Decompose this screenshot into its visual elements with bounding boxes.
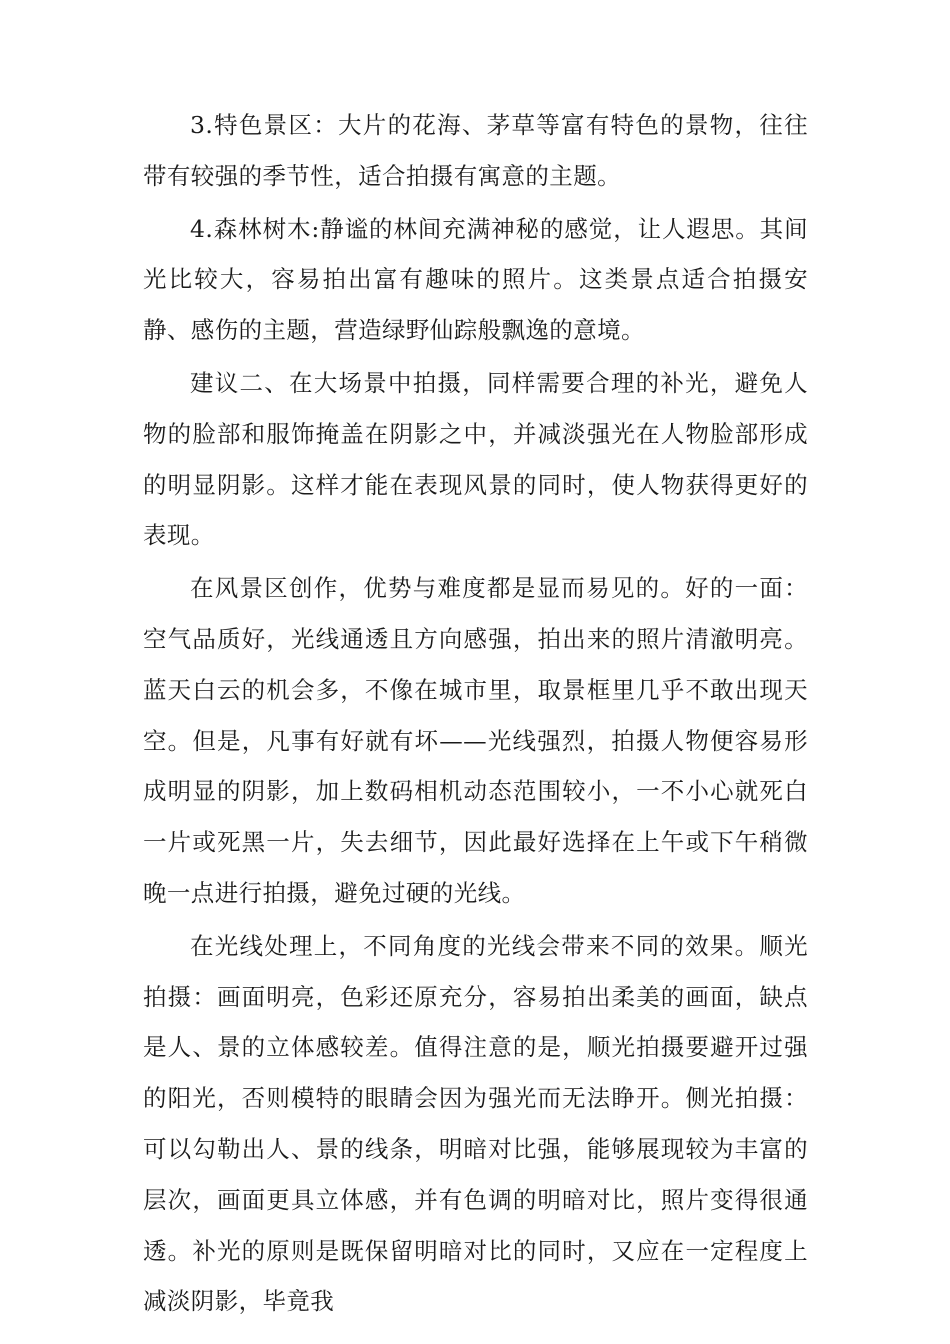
paragraph-forest-trees: 4.森林树木:静谧的林间充满神秘的感觉，让人遐思。其间光比较大，容易拍出富有趣味的照片。这类景点适合拍摄安静、感伤的主题，营造绿野仙踪般飘逸的意境。 <box>143 214 808 345</box>
document-body <box>143 100 808 1329</box>
paragraph-scenic-area-shooting: 在风景区创作，优势与难度都是显而易见的。好的一面：空气品质好，光线通透且方向感强，拍出来的照片清澈明亮。蓝天白云的机会多，不像在城市里，取景框里几乎不敢出现天空。但是，凡事有好就有坏——光线强烈，拍摄人物便容易形成明显的阴影，加上数码相机动态范围较小，一不小心就死白一片或死黑一片，失去细节，因此最好选择在上午或下午稍微晚一点进行拍摄，避免过硬的光线。 <box>143 574 808 907</box>
paragraph-suggestion-two: 建议二、在大场景中拍摄，同样需要合理的补光，避免人物的脸部和服饰掩盖在阴影之中，并减淡强光在人物脸部形成的明显阴影。这样才能在表现风景的同时，使人物获得更好的表现。 <box>143 368 808 550</box>
paragraph-featured-scenery: 3.特色景区：大片的花海、茅草等富有特色的景物，往往带有较强的季节性，适合拍摄有寓意的主题。 <box>143 111 808 190</box>
paragraph-light-handling: 在光线处理上，不同角度的光线会带来不同的效果。顺光拍摄：画面明亮，色彩还原充分，容易拍出柔美的画面，缺点是人、景的立体感较差。值得注意的是，顺光拍摄要避开过强的阳光，否则模特的眼睛会因为强光而无法睁开。侧光拍摄：可以勾勒出人、景的线条，明暗对比强，能够展现较为丰富的层次，画面更具立体感，并有色调的明暗对比，照片变得很通透。补光的原则是既保留明暗对比的同时，又应在一定程度上减淡阴影，毕竟我 <box>143 931 808 1316</box>
